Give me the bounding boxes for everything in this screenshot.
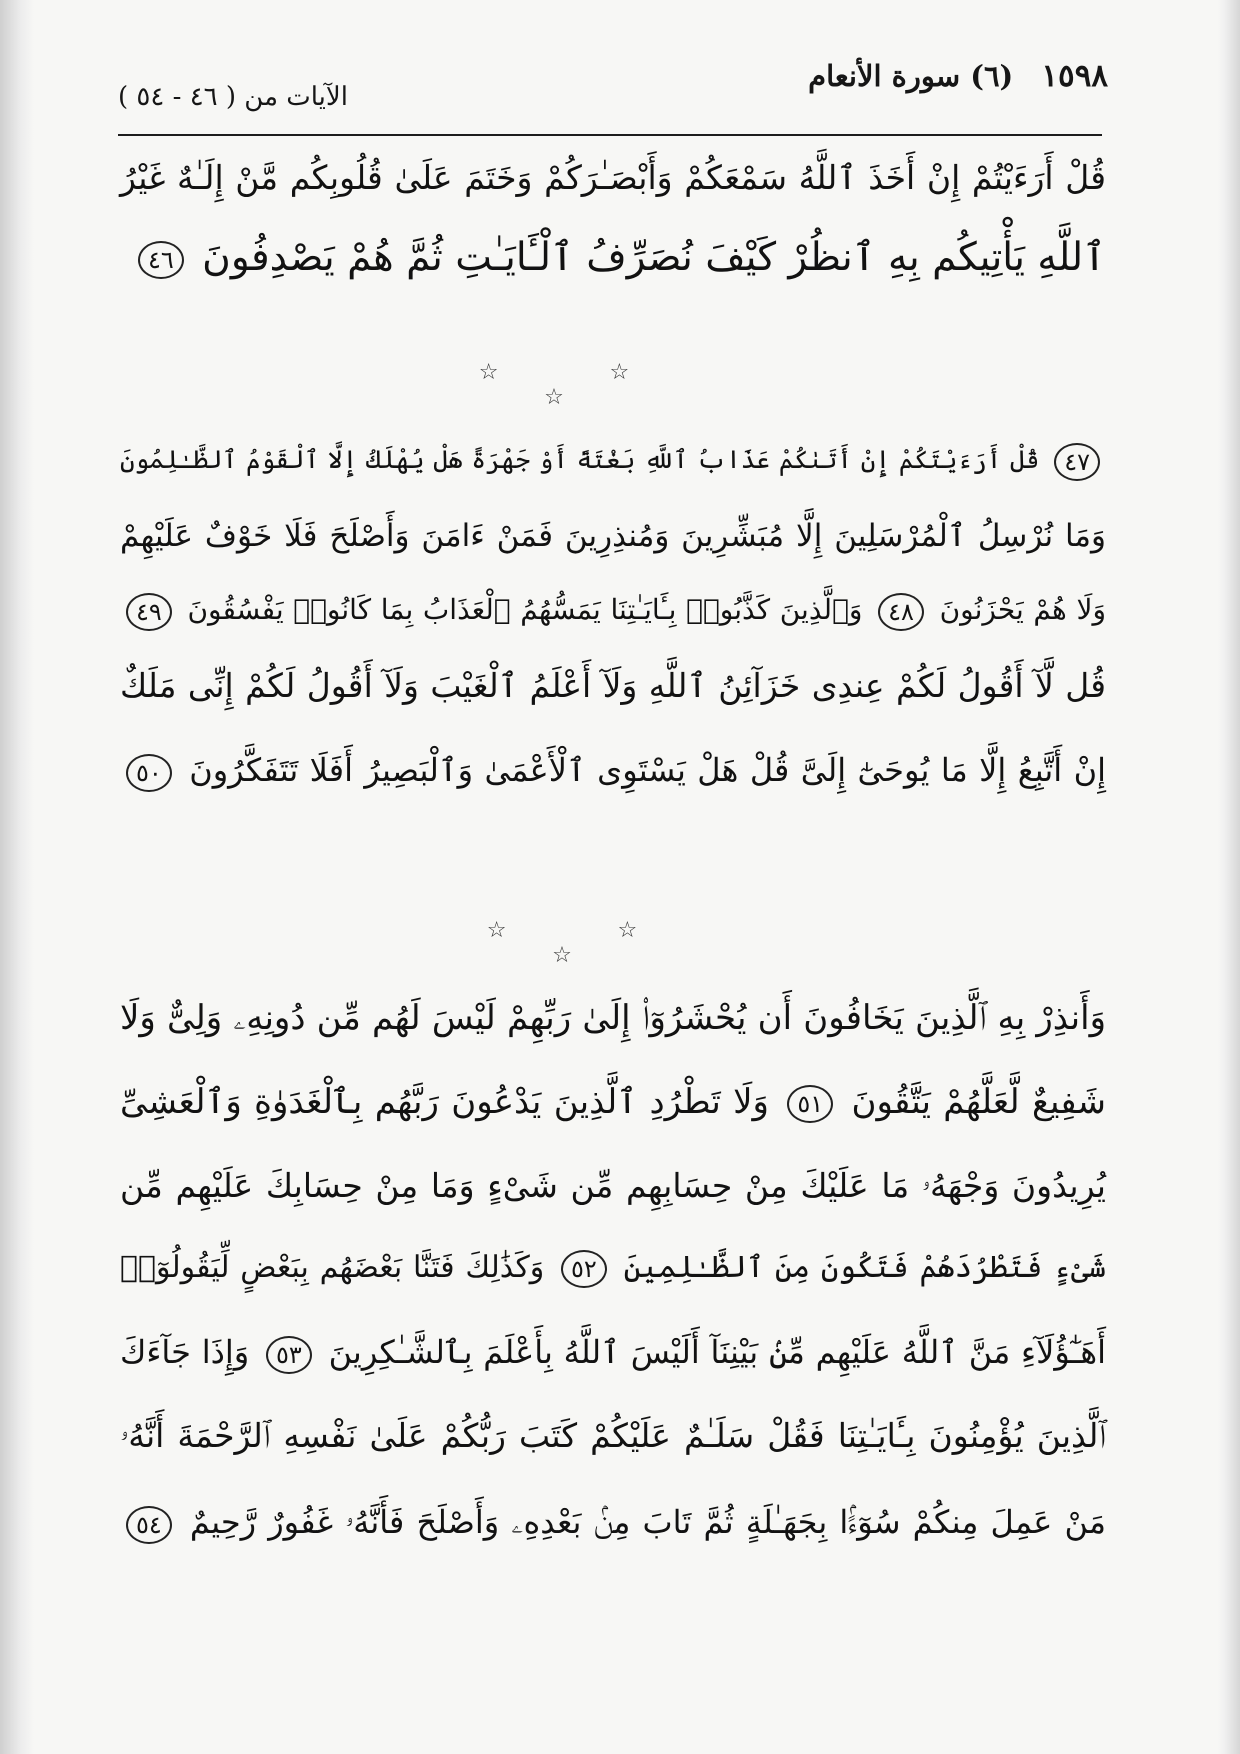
text-line <box>120 228 1106 288</box>
line-text: وَلَا تَطْرُدِ ٱلَّذِينَ يَدْعُونَ رَبَّهُم بِٱلْغَدَوٰةِ وَٱلْعَشِىِّ <box>120 1082 769 1122</box>
line-text: إِنْ أَتَّبِعُ إِلَّا مَا يُوحَىٰٓ إِلَىَّ قُلْ هَلْ يَسْتَوِى ٱلْأَعْمَىٰ وَٱلْبَصِيرُ أَفَلَا تَتَفَكَّرُونَ <box>189 751 1107 789</box>
text-line <box>120 580 1106 640</box>
ayah-number-marker: ٥٣ <box>266 1336 312 1374</box>
surah-title: (٦) سورة الأنعام <box>808 59 1014 93</box>
text-line <box>120 1406 1106 1466</box>
page-binding-shadow <box>0 0 34 1754</box>
line-text: وَلَا هُمْ يَحْزَنُونَ <box>939 593 1107 626</box>
page-edge-shadow <box>1218 0 1240 1754</box>
section-separator: ☆ ☆ ☆ <box>478 360 682 410</box>
line-text: أَهَـٰٓؤُلَآءِ مَنَّ ٱللَّهُ عَلَيْهِم مِّنۢ بَيْنِنَآ أَلَيْسَ ٱللَّهُ بِأَعْلَمَ بِٱلشَّـٰكِرِينَ <box>328 1333 1107 1371</box>
text-line <box>120 506 1106 566</box>
text-line <box>120 740 1106 800</box>
line-text: قُلْ أَرَءَيْتُمْ إِنْ أَخَذَ ٱللَّهُ سَمْعَكُمْ وَأَبْصَـٰرَكُمْ وَخَتَمَ عَلَىٰ قُلُوبِكُم مَّنْ إِلَـٰهٌ غَيْرُ <box>120 158 1106 197</box>
text-line <box>120 1072 1106 1132</box>
page-number: ١٥٩٨ <box>1041 58 1108 94</box>
ayah-number-marker: ٥٠ <box>126 754 172 792</box>
line-text: وَٱلَّذِينَ كَذَّبُوا۟ بِـَٔايَـٰتِنَا يَمَسُّهُمُ ٱلْعَذَابُ بِمَا كَانُوا۟ يَفْسُقُونَ <box>187 593 863 626</box>
line-text: وَكَذَٰلِكَ فَتَنَّا بَعْضَهُم بِبَعْضٍ لِّيَقُولُوٓا۟ <box>120 1250 545 1285</box>
text-line <box>120 148 1106 208</box>
ayah-number-marker: ٤٩ <box>126 593 172 631</box>
line-text: شَىْءٍ فَتَطْرُدَهُمْ فَتَكُونَ مِنَ ٱلظَّـٰلِمِينَ <box>623 1250 1106 1285</box>
line-text: وَإِذَا جَآءَكَ <box>120 1333 250 1371</box>
ayah-number-marker: ٥١ <box>787 1085 833 1123</box>
text-line <box>120 1238 1106 1298</box>
section-verses-47-50 <box>120 426 1106 886</box>
line-text: شَفِيعٌ لَّعَلَّهُمْ يَتَّقُونَ <box>851 1082 1106 1122</box>
text-line <box>120 1322 1106 1382</box>
line-text: قُلْ أَرَءَيْتَكُمْ إِنْ أَتَىٰكُمْ عَذَابُ ٱللَّهِ بَغْتَةً أَوْ جَهْرَةً هَلْ يُهْلَكُ إِلَّا ٱلْقَوْمُ ٱلظَّـٰلِمُونَ <box>120 445 1040 474</box>
header-rule <box>118 134 1102 136</box>
header-right <box>808 58 1108 94</box>
ayah-number-marker: ٤٧ <box>1054 443 1100 481</box>
ayah-number-marker: ٥٢ <box>561 1250 607 1288</box>
line-text: ٱلَّذِينَ يُؤْمِنُونَ بِـَٔايَـٰتِنَا فَقُلْ سَلَـٰمٌ عَلَيْكُمْ كَتَبَ رَبُّكُمْ عَلَىٰ نَفْسِهِ ٱلرَّحْمَةَ أَنَّهُۥ <box>120 1416 1106 1455</box>
text-line <box>120 656 1106 716</box>
ayah-number-marker: ٤٦ <box>138 241 184 279</box>
ayah-number-marker: ٤٨ <box>878 593 924 631</box>
line-text: قُل لَّآ أَقُولُ لَكُمْ عِندِى خَزَآئِنُ ٱللَّهِ وَلَآ أَعْلَمُ ٱلْغَيْبَ وَلَآ أَقُولُ لَكُمْ إِنِّى مَلَكٌ <box>120 666 1106 705</box>
text-line <box>120 1156 1106 1216</box>
page-header <box>118 58 1108 128</box>
section-verses-51-54 <box>120 988 1106 1708</box>
text-line <box>120 988 1106 1048</box>
section-separator: ☆ ☆ ☆ <box>486 918 690 968</box>
line-text: وَمَا نُرْسِلُ ٱلْمُرْسَلِينَ إِلَّا مُبَشِّرِينَ وَمُنذِرِينَ فَمَنْ ءَامَنَ وَأَصْلَحَ فَلَا خَوْفٌ عَلَيْهِمْ <box>120 518 1106 554</box>
line-text: وَأَنذِرْ بِهِ ٱلَّذِينَ يَخَافُونَ أَن يُحْشَرُوٓا۟ إِلَىٰ رَبِّهِمْ لَيْسَ لَهُم مِّن دُونِهِۦ وَلِىٌّ وَلَا <box>120 998 1106 1038</box>
verses-range: الآيات من ( ٤٦ - ٥٤ ) <box>118 82 348 112</box>
text-line <box>120 1492 1106 1552</box>
line-text: مَنْ عَمِلَ مِنكُمْ سُوٓءًۢا بِجَهَـٰلَةٍ ثُمَّ تَابَ مِنۢ بَعْدِهِۦ وَأَصْلَحَ فَأَنَّهُۥ غَفُورٌ رَّحِيمٌ <box>189 1503 1106 1541</box>
ayah-number-marker: ٥٤ <box>126 1506 172 1544</box>
section-verse-46 <box>120 146 1106 296</box>
text-line <box>120 430 1106 490</box>
line-text: ٱللَّهِ يَأْتِيكُم بِهِ ٱنظُرْ كَيْفَ نُصَرِّفُ ٱلْـَٔايَـٰتِ ثُمَّ هُمْ يَصْدِفُونَ <box>202 235 1106 280</box>
line-text: يُرِيدُونَ وَجْهَهُۥ مَا عَلَيْكَ مِنْ حِسَابِهِم مِّن شَىْءٍ وَمَا مِنْ حِسَابِكَ عَلَيْهِم مِّن <box>120 1166 1106 1205</box>
